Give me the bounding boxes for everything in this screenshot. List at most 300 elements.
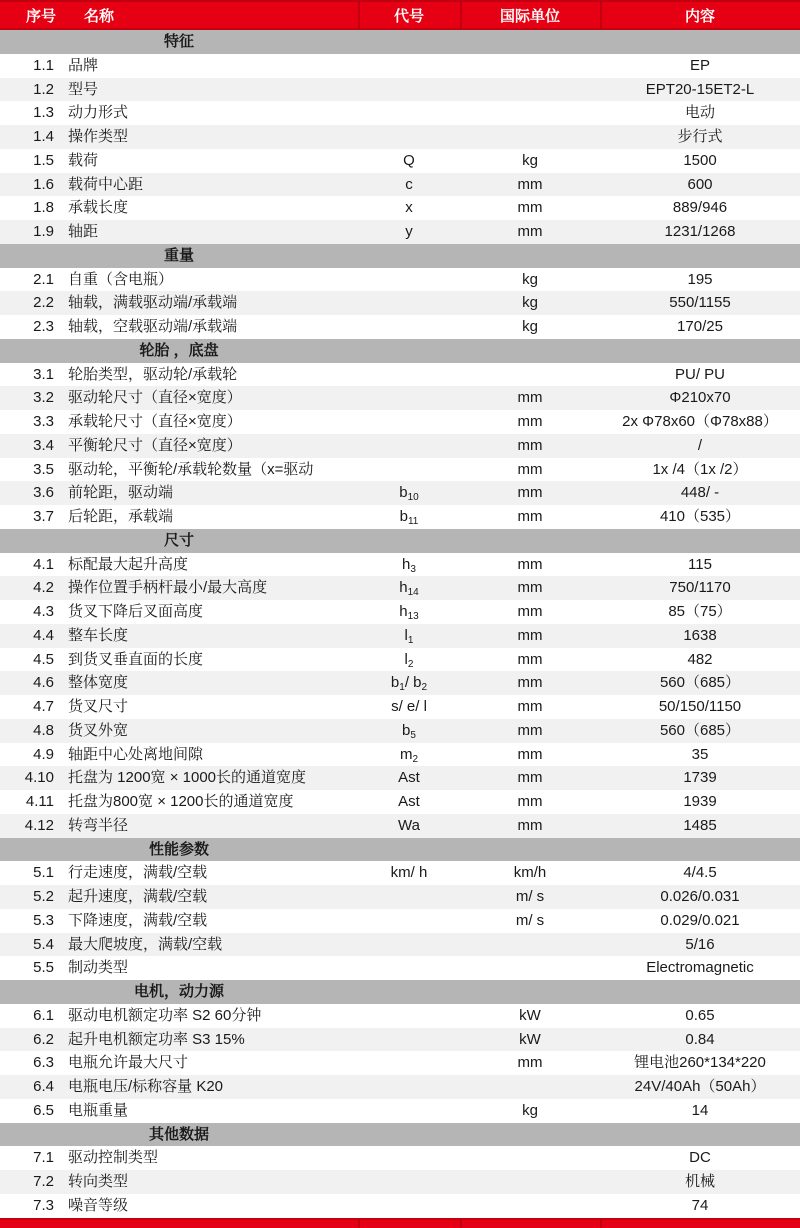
row-name: 动力形式	[68, 104, 129, 122]
row-value: 1x /4（1x /2）	[652, 460, 748, 478]
row-name: 到货叉垂直面的长度	[68, 650, 204, 668]
row-name: 电瓶重量	[68, 1101, 129, 1119]
row-no: 3.2	[33, 389, 54, 407]
table-row	[0, 861, 800, 885]
row-unit	[460, 1146, 600, 1170]
row-no: 1.6	[33, 175, 54, 193]
code-subscript: 5	[410, 729, 416, 741]
row-no: 5.3	[33, 911, 54, 929]
row-name: 载荷	[68, 151, 99, 169]
code-text: x	[405, 199, 413, 217]
row-no: 7.3	[33, 1196, 54, 1214]
section-title: 其他数据	[148, 1125, 209, 1143]
table-row	[0, 671, 800, 695]
row-code	[358, 434, 460, 458]
row-code	[358, 220, 460, 244]
row-name: 轴距中心处离地间隙	[68, 745, 204, 763]
row-code	[358, 481, 460, 505]
code-text: b	[402, 721, 411, 739]
table-row	[0, 149, 800, 173]
bottom-bar-divider	[358, 1220, 360, 1228]
section-header-row	[0, 339, 800, 363]
row-unit: kg	[522, 294, 538, 312]
row-code	[358, 54, 460, 78]
row-value: 1638	[683, 626, 717, 644]
section-filler	[358, 244, 800, 268]
row-value: DC	[689, 1149, 711, 1167]
row-unit: mm	[517, 508, 543, 525]
row-unit: kW	[519, 1006, 541, 1024]
row-unit	[460, 363, 600, 387]
row-no: 3.6	[33, 484, 54, 502]
code-subscript: 1	[407, 634, 414, 646]
code-text: km/ h	[390, 864, 428, 882]
row-name: 转弯半径	[68, 816, 129, 834]
row-name: 型号	[68, 80, 99, 98]
row-value: /	[697, 436, 703, 454]
col-header-name: 名称	[84, 7, 115, 25]
row-unit: mm	[517, 389, 543, 407]
table-row	[0, 576, 800, 600]
table-row	[0, 885, 800, 909]
code-subscript: 11	[407, 516, 419, 527]
row-code	[358, 719, 460, 743]
section-filler	[358, 1123, 800, 1147]
row-value: 5/16	[685, 935, 715, 953]
code-subscript: 2	[421, 682, 428, 694]
table-row	[0, 78, 800, 102]
row-unit	[460, 933, 600, 957]
row-value: 50/150/1150	[658, 698, 742, 715]
row-value: 步行式	[677, 128, 723, 145]
row-no: 4.2	[33, 579, 54, 597]
row-name: 转向类型	[68, 1173, 129, 1190]
row-name: 轴载，满载驱动端/承载端	[68, 294, 238, 312]
row-code	[358, 173, 460, 197]
section-header-row	[0, 1123, 800, 1147]
row-value: 170/25	[677, 318, 723, 335]
section-filler	[358, 339, 800, 363]
code-text: b	[399, 484, 408, 502]
table-row	[0, 458, 800, 482]
row-code	[358, 196, 460, 220]
row-code	[358, 909, 460, 933]
row-no: 2.2	[33, 294, 54, 312]
row-unit: mm	[517, 721, 543, 739]
row-code	[358, 648, 460, 672]
row-code	[358, 814, 460, 838]
row-name: 起升速度，满载/空载	[68, 888, 208, 905]
bottom-bar-divider	[460, 1220, 462, 1228]
table-row	[0, 1146, 800, 1170]
row-no: 4.1	[33, 555, 54, 573]
row-code	[358, 386, 460, 410]
table-row	[0, 54, 800, 78]
table-row	[0, 410, 800, 434]
table-row	[0, 196, 800, 220]
row-no: 2.3	[33, 318, 54, 335]
row-value: 600	[687, 175, 713, 193]
section-title: 性能参数	[148, 840, 209, 858]
row-unit: m/ s	[515, 888, 545, 905]
code-subscript: 1	[399, 682, 405, 694]
row-unit: mm	[517, 1054, 543, 1072]
row-code	[358, 766, 460, 790]
table-row	[0, 1051, 800, 1075]
row-name: 整车长度	[68, 626, 129, 644]
row-code	[358, 1075, 460, 1099]
code-text: h	[399, 579, 408, 597]
code-text: s/ e/ l	[391, 698, 427, 715]
row-value: 2x Φ78x60（Φ78x88）	[622, 413, 778, 430]
row-unit: kg	[522, 1101, 538, 1119]
row-unit	[460, 54, 600, 78]
table-row	[0, 743, 800, 767]
code-subscript: 2	[412, 753, 419, 765]
row-name: 操作类型	[68, 128, 129, 145]
code-text: Q	[403, 151, 415, 169]
row-value: 85（75）	[668, 603, 732, 620]
row-code	[358, 268, 460, 292]
table-row	[0, 624, 800, 648]
table-row	[0, 386, 800, 410]
row-value: 0.65	[685, 1006, 715, 1024]
table-row	[0, 1194, 800, 1218]
table-row	[0, 719, 800, 743]
table-row	[0, 956, 800, 980]
row-name: 平衡轮尺寸（直径×宽度）	[68, 436, 242, 454]
section-title: 电机，动力源	[133, 983, 224, 1000]
row-no: 5.5	[33, 959, 54, 977]
row-code	[358, 671, 460, 695]
row-value: 0.029/0.021	[660, 911, 740, 929]
row-code	[358, 291, 460, 315]
row-value: PU/ PU	[674, 365, 725, 383]
table-row	[0, 481, 800, 505]
header-divider	[358, 2, 360, 28]
row-name: 自重（含电瓶）	[68, 270, 174, 288]
table-row	[0, 291, 800, 315]
row-name: 电瓶电压/标称容量 K20	[68, 1078, 224, 1095]
row-no: 1.1	[33, 56, 54, 74]
code-subscript: 14	[407, 587, 419, 599]
row-name: 货叉下降后叉面高度	[68, 603, 204, 620]
code-text: h	[399, 603, 408, 620]
row-no: 6.2	[33, 1030, 54, 1048]
row-unit	[460, 78, 600, 102]
row-code	[358, 1028, 460, 1052]
row-no: 6.1	[33, 1006, 54, 1024]
row-code	[358, 458, 460, 482]
col-header-no: 序号	[25, 7, 56, 25]
row-code	[358, 1170, 460, 1194]
row-unit: mm	[517, 698, 543, 715]
row-code	[358, 743, 460, 767]
code-text: h	[402, 555, 411, 573]
row-unit: mm	[517, 555, 543, 573]
row-no: 4.8	[33, 721, 54, 739]
row-name: 载荷中心距	[68, 175, 144, 193]
row-value: 1939	[683, 793, 717, 810]
row-value: 锂电池260*134*220	[634, 1054, 766, 1072]
row-name: 后轮距，承载端	[68, 508, 174, 525]
table-row	[0, 173, 800, 197]
row-unit	[460, 1170, 600, 1194]
row-value: 195	[687, 270, 713, 288]
row-no: 2.1	[33, 270, 54, 288]
bottom-accent-bar	[0, 1218, 800, 1228]
row-name: 下降速度，满载/空载	[68, 911, 208, 929]
row-no: 4.4	[33, 626, 54, 644]
table-row	[0, 268, 800, 292]
table-row	[0, 505, 800, 529]
row-name: 驱动轮，平衡轮/承载轮数量（x=驱动	[68, 460, 314, 478]
row-no: 3.4	[33, 436, 54, 454]
row-code	[358, 695, 460, 719]
row-unit: mm	[517, 484, 543, 502]
row-code	[358, 1194, 460, 1218]
code-text: Wa	[398, 816, 420, 834]
row-name: 托盘为 1200宽 × 1000长的通道宽度	[68, 769, 307, 787]
row-value: 482	[687, 650, 713, 668]
code-subscript: 2	[407, 658, 414, 670]
row-unit: mm	[517, 745, 543, 763]
table-row	[0, 1075, 800, 1099]
section-filler	[358, 30, 800, 54]
row-no: 6.5	[33, 1101, 54, 1119]
row-code	[358, 885, 460, 909]
row-unit: mm	[517, 199, 543, 217]
row-value: EPT20-15ET2-L	[645, 80, 755, 98]
row-unit: mm	[517, 626, 543, 644]
row-unit: kg	[522, 318, 538, 335]
row-name: 最大爬坡度，满载/空载	[68, 935, 223, 953]
row-name: 轴载，空载驱动端/承载端	[68, 318, 238, 335]
row-code	[358, 505, 460, 529]
row-code	[358, 363, 460, 387]
row-value: 560（685）	[659, 674, 741, 692]
bottom-bar-divider	[600, 1220, 602, 1228]
table-row	[0, 1099, 800, 1123]
section-filler	[358, 838, 800, 862]
row-value: 410（535）	[659, 508, 741, 525]
row-unit: mm	[517, 793, 543, 810]
col-header-unit: 国际单位	[499, 7, 560, 25]
row-no: 4.3	[33, 603, 54, 620]
table-row	[0, 363, 800, 387]
row-name: 驱动电机额定功率 S2 60分钟	[68, 1006, 262, 1024]
row-no: 6.4	[33, 1078, 54, 1095]
row-code	[358, 1051, 460, 1075]
section-header-row	[0, 529, 800, 553]
row-value: Electromagnetic	[646, 959, 754, 977]
section-header-row	[0, 30, 800, 54]
row-unit	[460, 101, 600, 125]
row-value: 1739	[683, 769, 717, 787]
row-no: 3.5	[33, 460, 54, 478]
code-text: b	[390, 674, 400, 692]
row-code	[358, 1146, 460, 1170]
row-value: 机械	[684, 1173, 715, 1190]
row-no: 7.1	[33, 1149, 54, 1167]
row-no: 5.4	[33, 935, 54, 953]
row-value: 750/1170	[669, 579, 731, 597]
row-value: 560（685）	[659, 721, 741, 739]
section-title: 尺寸	[163, 531, 194, 549]
row-unit: mm	[517, 413, 543, 430]
row-unit: mm	[517, 223, 543, 240]
row-value: 448/ -	[680, 484, 720, 502]
row-unit: mm	[517, 769, 543, 787]
row-name: 制动类型	[68, 959, 129, 977]
row-value: 550/1155	[669, 294, 731, 312]
row-no: 5.1	[33, 864, 54, 882]
row-code	[358, 600, 460, 624]
row-no: 4.7	[33, 698, 54, 715]
code-text: m	[399, 745, 413, 763]
row-no: 4.9	[33, 745, 54, 763]
section-title: 重量	[163, 246, 194, 264]
row-name: 行走速度，满载/空载	[68, 864, 208, 882]
row-no: 1.8	[33, 199, 54, 217]
table-row	[0, 220, 800, 244]
row-unit: mm	[517, 603, 543, 620]
row-code	[358, 78, 460, 102]
row-code	[358, 101, 460, 125]
row-name: 轮胎类型，驱动轮/承载轮	[68, 365, 238, 383]
row-name: 整体宽度	[68, 674, 129, 692]
table-row	[0, 1028, 800, 1052]
col-header-value: 内容	[684, 7, 715, 25]
col-header-code: 代号	[393, 7, 424, 25]
row-unit: m/ s	[515, 911, 545, 929]
code-subscript: 3	[410, 563, 416, 575]
row-no: 1.3	[33, 104, 54, 122]
row-value: 0.026/0.031	[660, 888, 740, 905]
row-value: 115	[688, 555, 712, 573]
row-name: 电瓶允许最大尺寸	[68, 1054, 189, 1072]
row-unit: kg	[522, 151, 538, 169]
row-no: 4.6	[33, 674, 54, 692]
row-code	[358, 790, 460, 814]
row-name: 标配最大起升高度	[68, 555, 189, 573]
table-row	[0, 695, 800, 719]
table-row	[0, 814, 800, 838]
code-text: b	[399, 508, 408, 525]
row-value: EP	[689, 56, 710, 74]
table-row	[0, 1170, 800, 1194]
row-name: 操作位置手柄杆最小/最大高度	[68, 579, 268, 597]
table-header	[0, 0, 800, 30]
row-value: 1231/1268	[664, 223, 736, 240]
code-text: c	[405, 175, 413, 193]
table-row	[0, 933, 800, 957]
row-no: 4.12	[24, 816, 54, 834]
section-title: 特征	[163, 33, 194, 50]
row-code	[358, 315, 460, 339]
code-subscript: 13	[407, 611, 419, 622]
row-no: 4.5	[33, 650, 54, 668]
row-code	[358, 149, 460, 173]
row-value: 1500	[683, 151, 717, 169]
code-subscript: 10	[407, 492, 419, 504]
row-code	[358, 1004, 460, 1028]
row-unit	[460, 1075, 600, 1099]
section-filler	[358, 529, 800, 553]
code-text: l	[404, 650, 408, 668]
row-unit: mm	[517, 674, 543, 692]
row-name: 起升电机额定功率 S3 15%	[68, 1030, 245, 1048]
row-name: 托盘为800宽 × 1200长的通道宽度	[68, 793, 294, 810]
row-no: 1.4	[33, 128, 54, 145]
row-code	[358, 861, 460, 885]
row-unit: kW	[519, 1030, 541, 1048]
table-row	[0, 125, 800, 149]
section-filler	[358, 980, 800, 1004]
code-text: Ast	[398, 769, 420, 787]
row-code	[358, 933, 460, 957]
table-row	[0, 101, 800, 125]
row-code	[358, 956, 460, 980]
row-code	[358, 553, 460, 577]
table-row	[0, 434, 800, 458]
table-row	[0, 315, 800, 339]
row-name: 驱动控制类型	[68, 1149, 159, 1167]
row-no: 3.3	[33, 413, 54, 430]
section-header-row	[0, 244, 800, 268]
row-unit: mm	[517, 175, 543, 193]
table-row	[0, 553, 800, 577]
table-row	[0, 766, 800, 790]
row-value: 4/4.5	[683, 864, 717, 882]
table-row	[0, 909, 800, 933]
row-unit: mm	[517, 816, 543, 834]
header-divider	[460, 2, 462, 28]
row-name: 货叉外宽	[68, 721, 129, 739]
row-unit: km/h	[513, 864, 547, 882]
row-name: 货叉尺寸	[68, 698, 129, 715]
row-unit: mm	[517, 460, 543, 478]
row-code	[358, 624, 460, 648]
row-name: 前轮距，驱动端	[68, 484, 174, 502]
row-value: Φ210x70	[669, 389, 731, 407]
table-row	[0, 600, 800, 624]
row-value: 0.84	[685, 1030, 715, 1048]
row-name: 驱动轮尺寸（直径×宽度）	[68, 389, 242, 407]
table-row	[0, 1004, 800, 1028]
row-unit: kg	[522, 270, 538, 288]
row-no: 4.11	[25, 793, 54, 810]
row-unit: mm	[517, 436, 543, 454]
table-row	[0, 648, 800, 672]
row-name: 承载轮尺寸（直径×宽度）	[68, 413, 242, 430]
row-unit	[460, 956, 600, 980]
table-body	[0, 30, 800, 1218]
row-code	[358, 1099, 460, 1123]
row-value: 35	[691, 745, 709, 763]
code-text: Ast	[398, 793, 420, 810]
row-name: 轴距	[68, 223, 99, 240]
row-name: 品牌	[68, 56, 99, 74]
code-text: l	[404, 626, 408, 644]
section-header-row	[0, 980, 800, 1004]
row-no: 7.2	[33, 1173, 54, 1190]
row-name: 承载长度	[68, 199, 129, 217]
section-title: 轮胎 ，底盘	[139, 341, 219, 359]
table-row	[0, 790, 800, 814]
row-code	[358, 576, 460, 600]
row-value: 24V/40Ah（50Ah）	[634, 1078, 766, 1095]
